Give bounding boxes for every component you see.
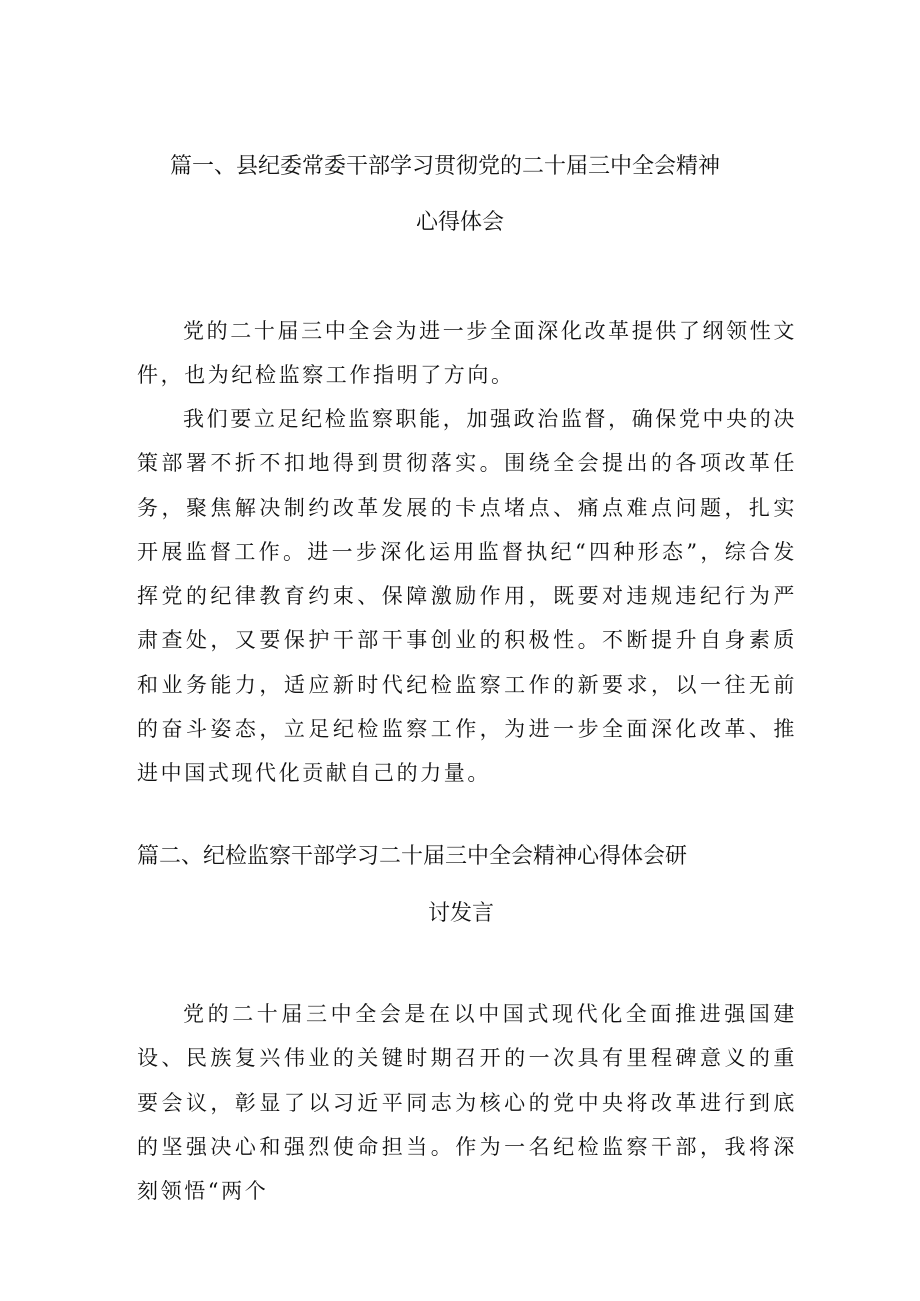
section1-title-line2: 心得体会 bbox=[416, 210, 505, 235]
section2-title-line2: 讨发言 bbox=[428, 901, 495, 926]
section1-paragraph-1: 党的二十届三中全会为进一步全面深化改革提供了纲领性文件，也为纪检监察工作指明了方向。 bbox=[137, 319, 797, 388]
section1-paragraph-2: 我们要立足纪检监察职能，加强政治监督，确保党中央的决策部署不折不扣地得到贯彻落实。围绕全会提出的各项改革任务，聚焦解决制约改革发展的卡点堵点、痛点难点问题，扎实开展监督工作。进一步深化运用监督执纪“四种形态”，综合发挥党的纪律教育约束、保障激励作用，既要对违规违纪行为严肃查处，又要保护干部干事创业的积极性。不断提升自身素质和业务能力，适应新时代纪检监察工作的新要求，以一往无前的奋斗姿态，立足纪检监察工作，为进一步全面深化改革、推进中国式现代化贡献自己的力量。 bbox=[137, 407, 797, 786]
section2-title-line1: 篇二、纪检监察干部学习二十届三中全会精神心得体会研 bbox=[137, 844, 688, 869]
section2-paragraph-1: 党的二十届三中全会是在以中国式现代化全面推进强国建设、民族复兴伟业的关键时期召开的一次具有里程碑意义的重要会议，彰显了以习近平同志为核心的党中央将改革进行到底的坚强决心和强烈使命担当。作为一名纪检监察干部，我将深刻领悟“两个 bbox=[137, 1002, 797, 1204]
section1-title-line1: 篇一、县纪委常委干部学习贯彻党的二十届三中全会精神 bbox=[170, 154, 721, 179]
